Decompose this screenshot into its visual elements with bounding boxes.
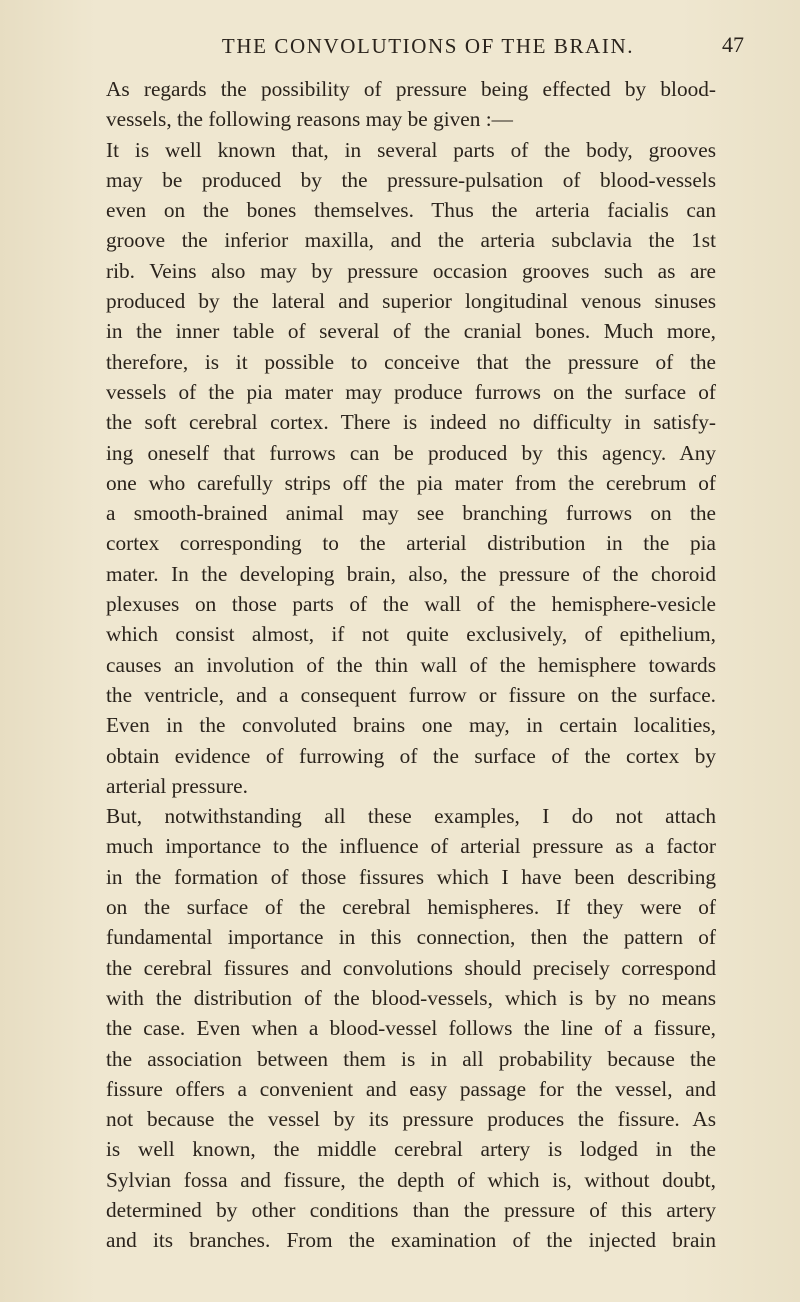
body-text bbox=[106, 74, 716, 1256]
text-line: vessels, the following reasons may be given :— bbox=[106, 107, 513, 132]
running-title: THE CONVOLUTIONS OF THE BRAIN. bbox=[221, 34, 635, 58]
text-line: the case. Even when a blood-vessel follows the line of a fissure, bbox=[106, 1016, 716, 1041]
text-line: But, notwithstanding all these examples, I do not attach bbox=[106, 804, 716, 829]
text-line: fundamental importance in this connection, then the pattern of bbox=[106, 925, 716, 950]
text-line: with the distribution of the blood-vessels, which is by no means bbox=[106, 985, 716, 1010]
text-line: not because the vessel by its pressure produces the fissure. As bbox=[106, 1107, 716, 1132]
text-line: produced by the lateral and superior longitudinal venous sinuses bbox=[106, 289, 716, 314]
text-line: the ventricle, and a consequent furrow or fissure on the surface. bbox=[106, 682, 716, 707]
text-line: determined by other conditions than the pressure of this artery bbox=[106, 1197, 716, 1222]
text-line: cortex corresponding to the arterial distribution in the pia bbox=[106, 531, 716, 556]
text-line: the soft cerebral cortex. There is indeed no difficulty in satisfy- bbox=[106, 410, 716, 435]
text-line: even on the bones themselves. Thus the arteria facialis can bbox=[106, 198, 716, 223]
text-line: therefore, is it possible to conceive that the pressure of the bbox=[106, 349, 716, 374]
text-line: groove the inferior maxilla, and the arteria subclavia the 1st bbox=[106, 228, 716, 253]
text-line: the association between them is in all probability because the bbox=[106, 1046, 716, 1071]
text-line: in the formation of those fissures which I have been describing bbox=[106, 864, 716, 889]
text-line: vessels of the pia mater may produce furrows on the surface of bbox=[106, 379, 716, 404]
text-line: obtain evidence of furrowing of the surface of the cortex by bbox=[106, 743, 716, 768]
text-line: Even in the convoluted brains one may, in certain localities, bbox=[106, 713, 716, 738]
text-line: much importance to the influence of arterial pressure as a factor bbox=[106, 834, 716, 859]
text-line: arterial pressure. bbox=[106, 773, 248, 798]
text-line: a smooth-brained animal may see branching furrows on the bbox=[106, 501, 716, 526]
text-line: plexuses on those parts of the wall of the hemisphere-vesicle bbox=[106, 592, 716, 617]
text-line: Sylvian fossa and fissure, the depth of which is, without doubt, bbox=[106, 1167, 716, 1192]
text-line: the cerebral fissures and convolutions should precisely correspond bbox=[106, 955, 716, 980]
text-line: causes an involution of the thin wall of the hemisphere towards bbox=[106, 652, 716, 677]
page-number: 47 bbox=[722, 32, 744, 57]
text-line: in the inner table of several of the cranial bones. Much more, bbox=[106, 319, 716, 344]
text-line: As regards the possibility of pressure being effected by blood- bbox=[106, 77, 716, 101]
text-line: It is well known that, in several parts of the body, grooves bbox=[106, 137, 716, 162]
text-line: ing oneself that furrows can be produced by this agency. Any bbox=[106, 440, 716, 465]
text-line: mater. In the developing brain, also, the pressure of the choroid bbox=[106, 561, 716, 586]
text-line: rib. Veins also may by pressure occasion grooves such as are bbox=[106, 258, 716, 283]
text-line: fissure offers a convenient and easy passage for the vessel, and bbox=[106, 1076, 716, 1101]
text-line: may be produced by the pressure-pulsation of blood-vessels bbox=[106, 167, 716, 192]
text-line: one who carefully strips off the pia mater from the cerebrum of bbox=[106, 470, 716, 495]
text-line: is well known, the middle cerebral artery is lodged in the bbox=[106, 1137, 716, 1162]
text-line: and its branches. From the examination of the injected brain bbox=[106, 1228, 716, 1253]
running-head bbox=[106, 34, 750, 68]
text-line: on the surface of the cerebral hemispheres. If they were of bbox=[106, 895, 716, 920]
text-line: which consist almost, if not quite exclusively, of epithelium, bbox=[106, 622, 716, 647]
